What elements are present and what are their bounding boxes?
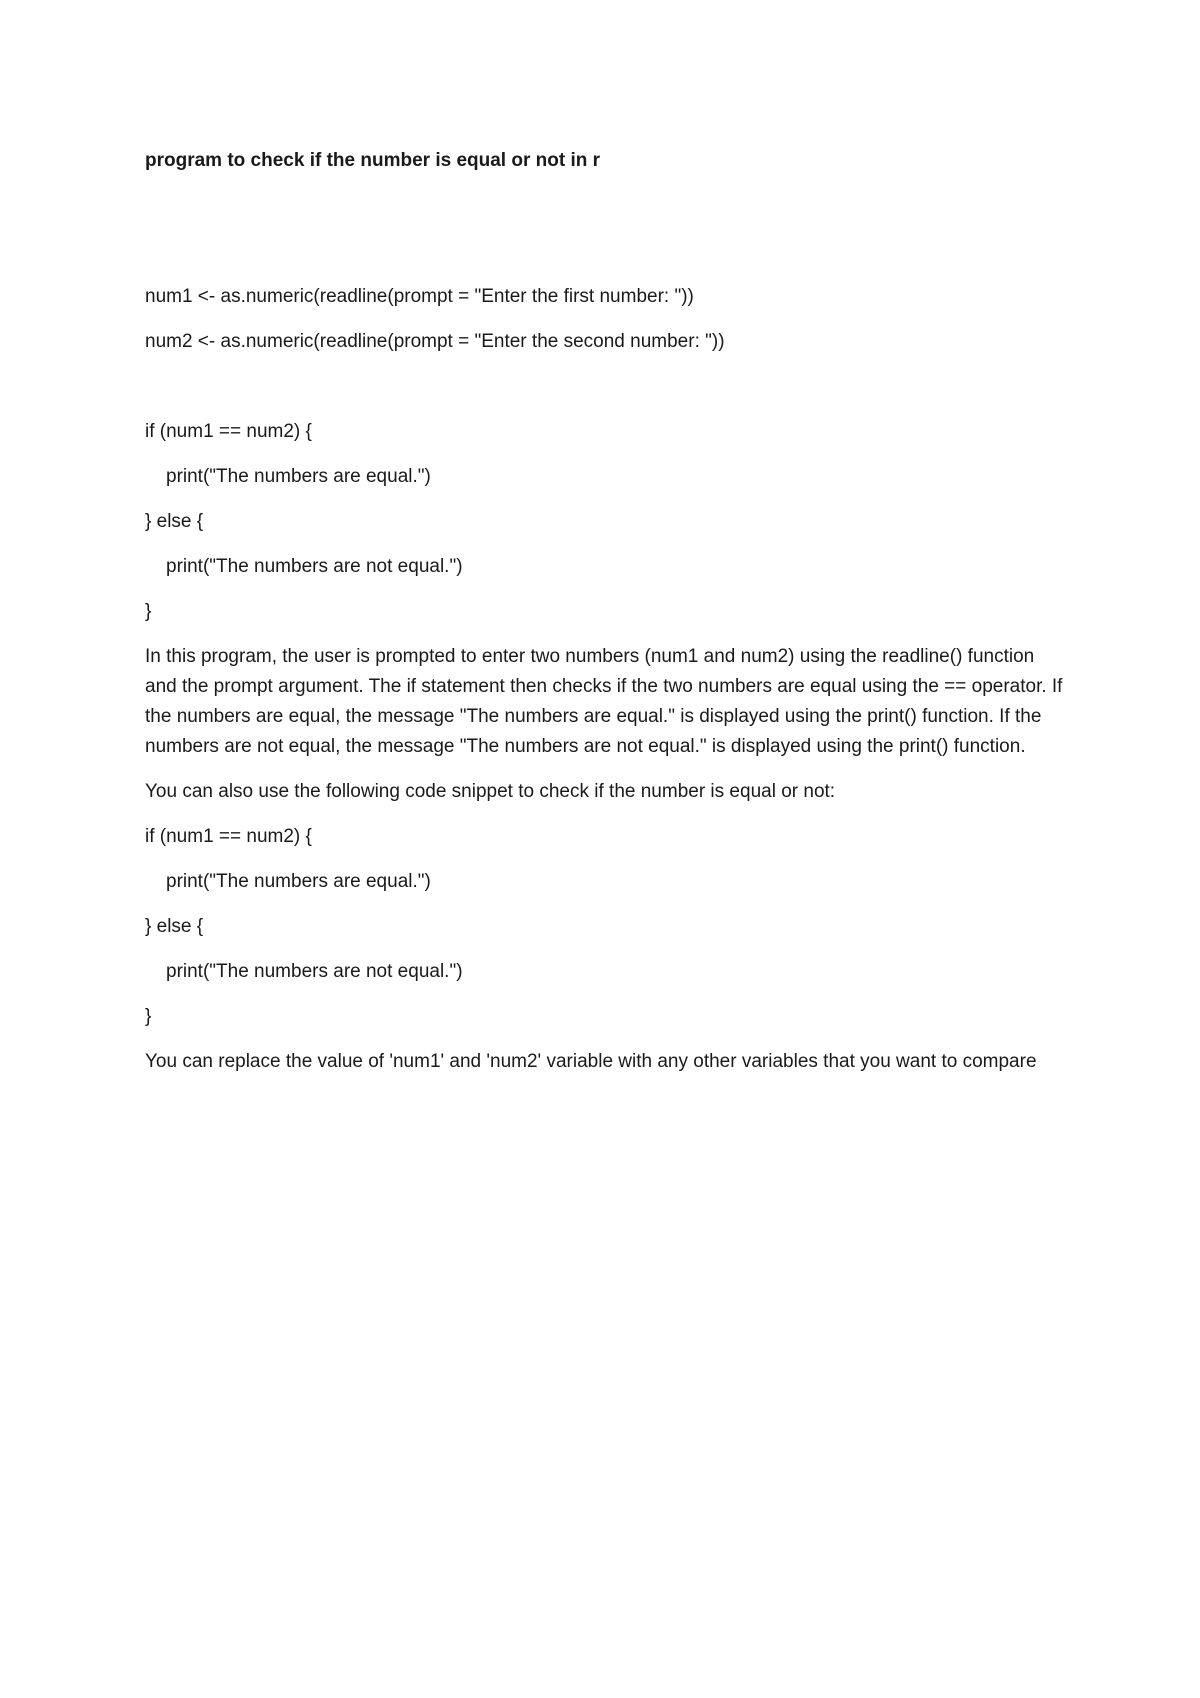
document-body — [145, 146, 1065, 1077]
document-title: program to check if the number is equal or not in r — [145, 150, 601, 171]
closing-paragraph: You can replace the value of 'num1' and 'num2' variable with any other variables that you want to compare — [145, 1051, 1037, 1072]
code-line-input-2: num2 <- as.numeric(readline(prompt = "Enter the second number: ")) — [145, 331, 725, 352]
code-line-input-1: num1 <- as.numeric(readline(prompt = "Enter the first number: ")) — [145, 286, 694, 307]
code-line-if: if (num1 == num2) { — [145, 826, 312, 847]
code-line-close-brace: } — [145, 601, 152, 622]
code-line-else: } else { — [145, 916, 204, 937]
snippet-intro: You can also use the following code snippet to check if the number is equal or not: — [145, 781, 836, 802]
code-line-print-equal: print("The numbers are equal.") — [166, 871, 431, 892]
code-line-print-not-equal: print("The numbers are not equal.") — [166, 961, 463, 982]
code-line-print-equal: print("The numbers are equal.") — [166, 466, 431, 487]
code-line-close-brace: } — [145, 1006, 152, 1027]
code-line-else: } else { — [145, 511, 204, 532]
code-line-if: if (num1 == num2) { — [145, 421, 312, 442]
explanation-paragraph: In this program, the user is prompted to enter two numbers (num1 and num2) using the readline() function and the prompt argument. The if statement then checks if the two numbers are equal using the == operator. If the numbers are equal, the message "The numbers are equal." is displayed using the print() function. If the numbers are not equal, the message "The numbers are not equal." is displayed using the print() function. — [145, 646, 1063, 757]
code-line-print-not-equal: print("The numbers are not equal.") — [166, 556, 463, 577]
